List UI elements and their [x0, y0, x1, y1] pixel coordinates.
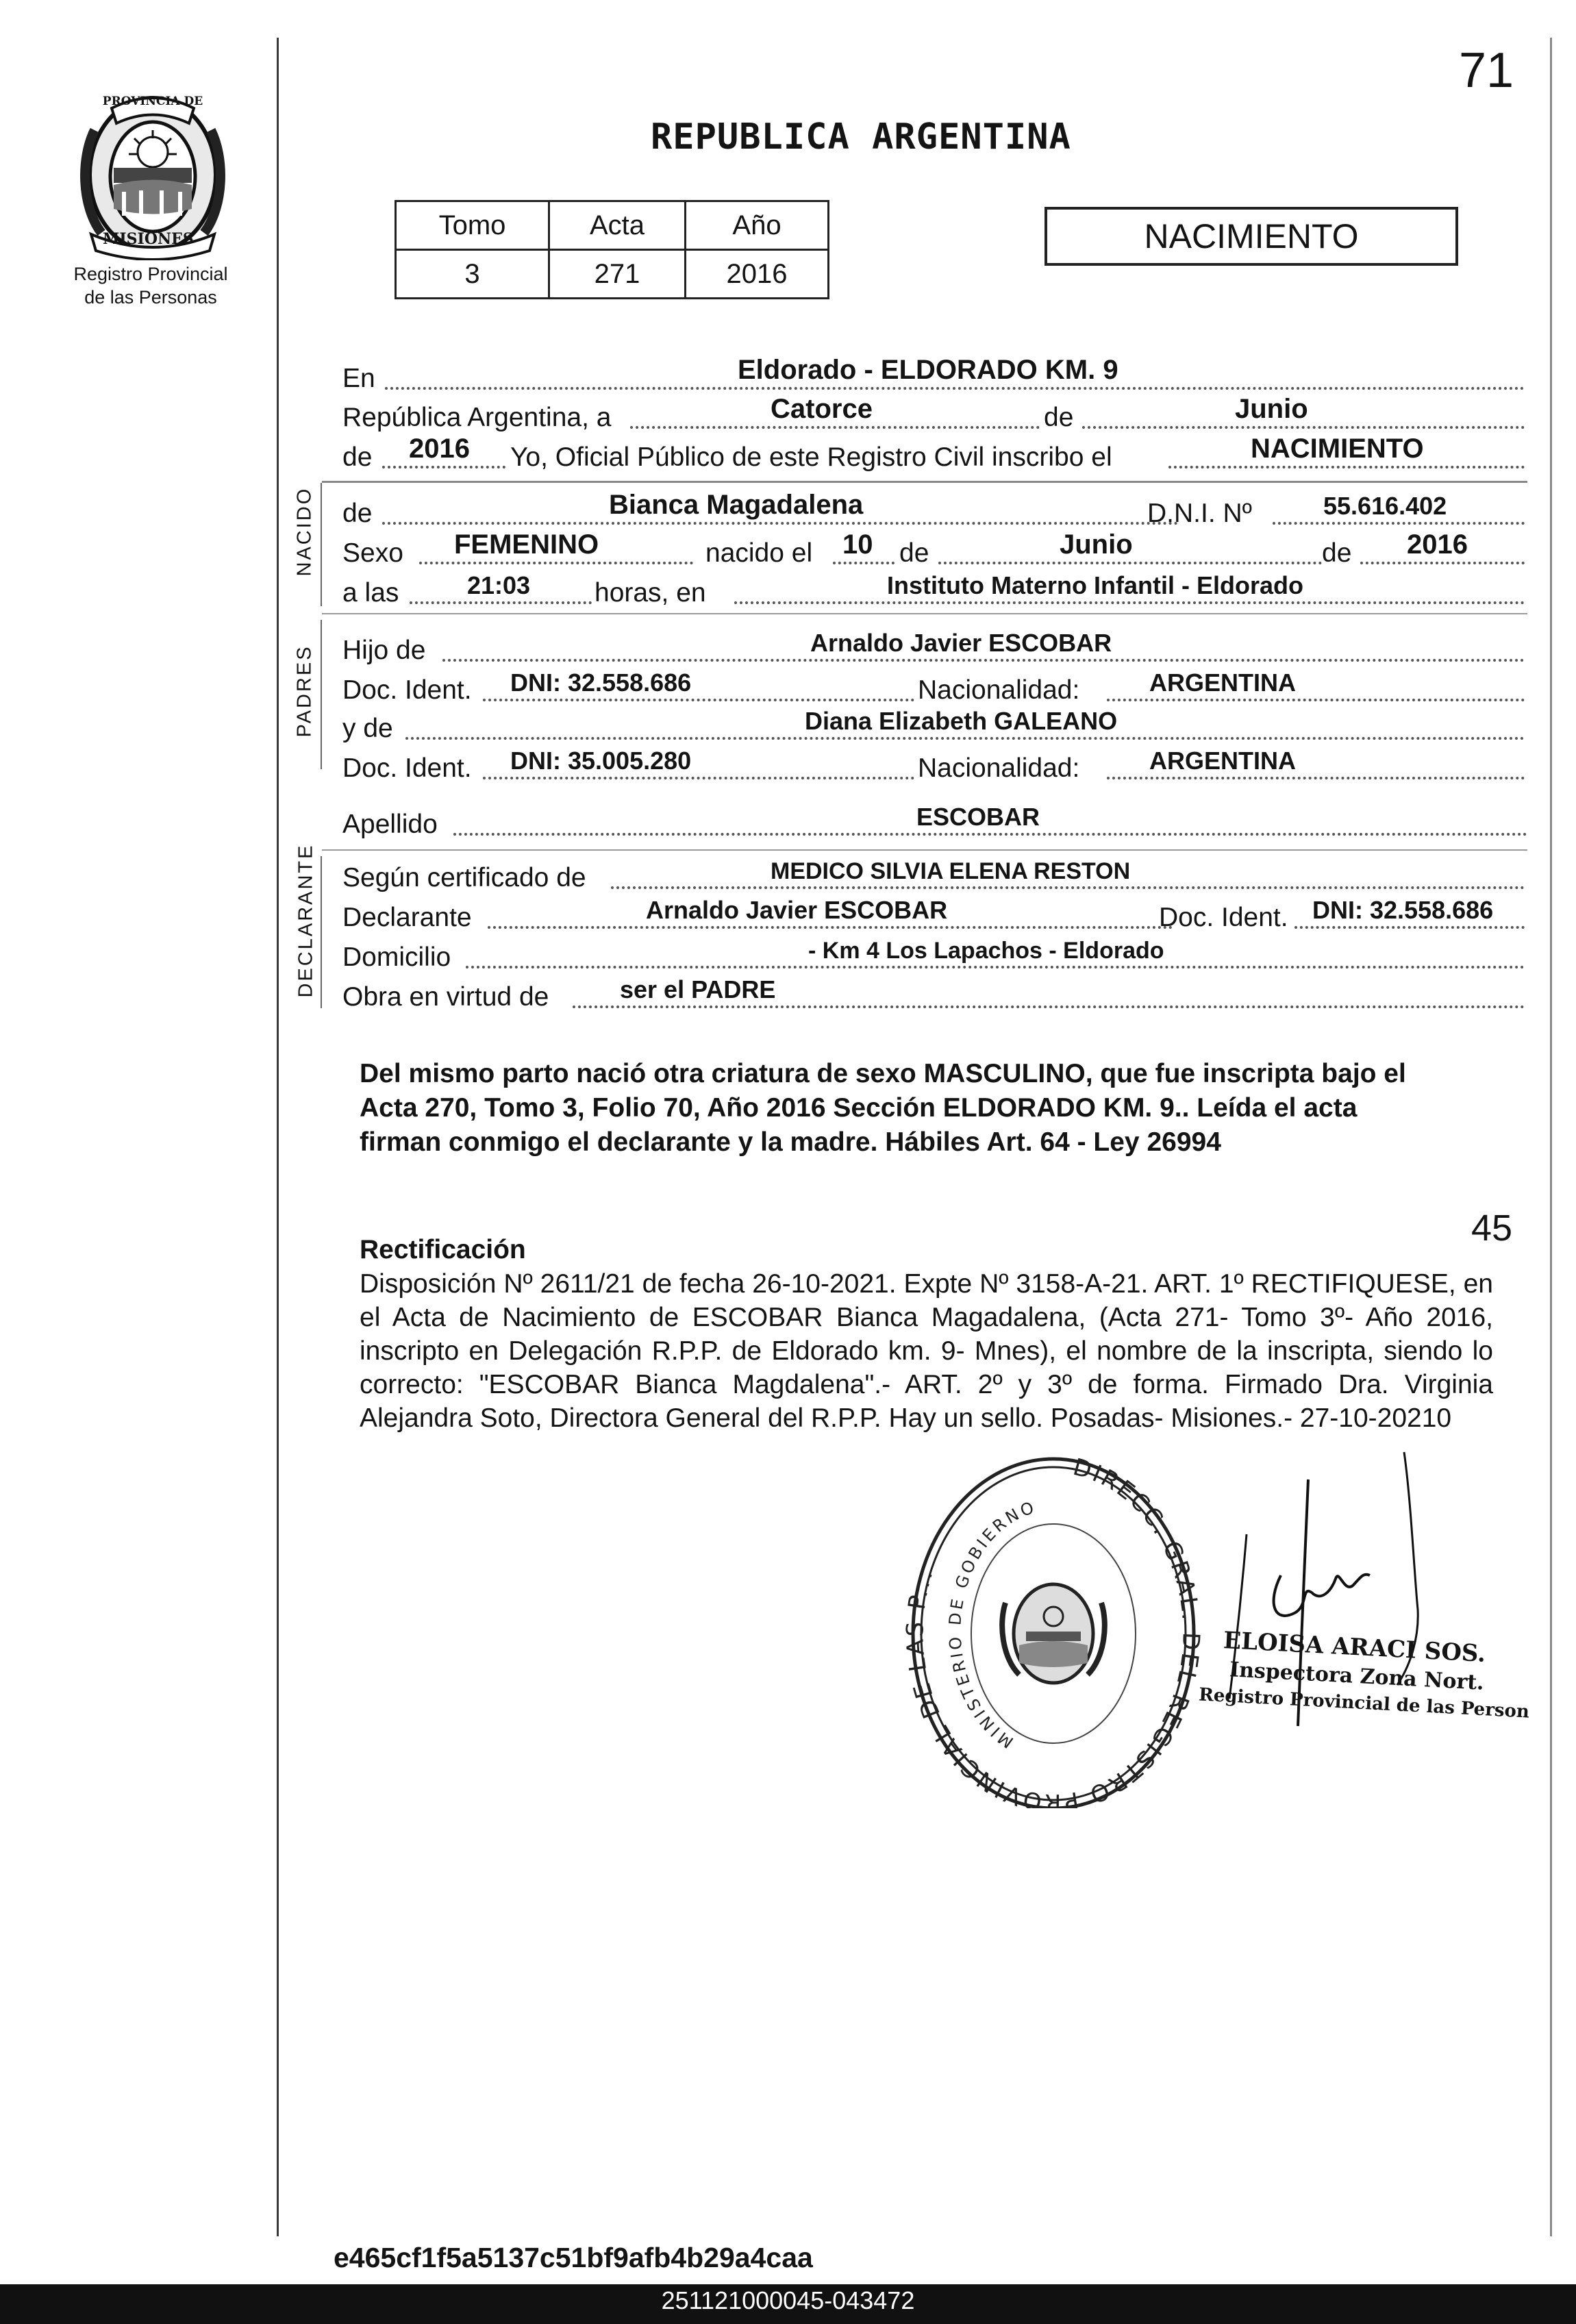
row-declarante	[342, 892, 1527, 933]
stamp-outer-text: DIRECC. GRAL. DEL REGISTRO PROVINCIAL DE LAS P...	[903, 1453, 1204, 1808]
value-nombre: Bianca Magadalena	[609, 490, 864, 520]
dotted-line	[453, 833, 1527, 836]
label-obra-en-virtud: Obra en virtud de	[342, 982, 549, 1012]
value-dia-nacimiento: 10	[842, 529, 873, 560]
label-de: de	[1044, 403, 1074, 432]
dotted-line	[833, 562, 895, 564]
row-domicilio	[342, 932, 1527, 973]
label-domicilio: Domicilio	[342, 942, 451, 972]
value-padre-dni: DNI: 32.558.686	[510, 669, 692, 697]
dotted-line	[488, 926, 1173, 929]
label-apellido: Apellido	[342, 810, 438, 839]
declarante-section-bar	[321, 856, 322, 1008]
value-apellido: ESCOBAR	[916, 803, 1040, 831]
dotted-line	[1107, 777, 1525, 779]
dotted-line	[419, 562, 693, 564]
value-tomo: 3	[396, 250, 549, 299]
rectificacion-body: Disposición Nº 2611/21 de fecha 26-10-2021. Expte Nº 3158-A-21. ART. 1º RECTIFIQUESE, en el Acta de Nacimiento de ESCOBAR Bianca Magadalena, (Acta 271- Tomo 3º- Año 2016, inscripto en Delegación R.P.P. de Eldorado km. 9- Mnes), el nombre de la inscripta, siendo lo correcto: "ESCOBAR Bianca Magdalena".- ART. 2º y 3º de forma. Firmado Dra. Virginia Alejandra Soto, Directora General del R.P.P. Hay un sello. Posadas- Misiones.- 27-10-20210	[360, 1269, 1493, 1433]
dotted-line	[630, 426, 1040, 429]
header-tomo: Tomo	[396, 201, 549, 250]
header-acta: Acta	[549, 201, 686, 250]
value-domicilio: - Km 4 Los Lapachos - Eldorado	[808, 938, 1164, 964]
label-nacionalidad: Nacionalidad:	[918, 753, 1080, 783]
section-label-nacido: NACIDO	[293, 486, 316, 577]
value-dia: Catorce	[771, 394, 873, 424]
signature-name: ELOISA ARACI SOS.	[1223, 1626, 1487, 1669]
document-hash: e465cf1f5a5137c51bf9afb4b29a4caa	[334, 2242, 813, 2273]
folio-number: 45	[1471, 1208, 1513, 1249]
dotted-line	[1107, 699, 1525, 701]
row-certificado	[342, 852, 1527, 893]
dotted-line	[442, 659, 1525, 662]
page-number: 71	[1459, 43, 1514, 98]
label-doc-ident: Doc. Ident.	[342, 675, 472, 705]
section-label-declarante: DECLARANTE	[295, 843, 317, 998]
label-sexo: Sexo	[342, 538, 403, 568]
value-mes-nacimiento: Junio	[1060, 529, 1133, 560]
value-padre-nacionalidad: ARGENTINA	[1149, 669, 1296, 697]
label-republica: República Argentina, a	[342, 403, 612, 432]
row-padre-documento	[342, 664, 1527, 705]
value-lugar-nacimiento: Instituto Materno Infantil - Eldorado	[887, 571, 1303, 599]
nacido-section-bar	[321, 483, 322, 606]
value-lugar-inscripcion: Eldorado - ELDORADO KM. 9	[738, 355, 1118, 385]
value-inscribo: NACIMIENTO	[1251, 434, 1424, 464]
label-de: de	[1322, 538, 1352, 568]
inspector-signature	[1164, 1438, 1530, 1795]
notes-line-1: Del mismo parto nació otra criatura de sexo MASCULINO, que fue inscripta bajo el	[360, 1059, 1406, 1088]
value-acta: 271	[549, 250, 686, 299]
label-de: de	[342, 499, 373, 528]
dotted-line	[1294, 926, 1525, 929]
value-sexo: FEMENINO	[454, 529, 599, 560]
logo-arc-bottom-text: MISIONES	[103, 230, 194, 248]
label-nacionalidad: Nacionalidad:	[918, 675, 1080, 705]
row-fecha-inscripcion	[342, 392, 1527, 433]
row-padre	[342, 625, 1527, 666]
label-y-de: y de	[342, 714, 393, 743]
registry-table-header-row	[396, 201, 829, 250]
section-separator-nacido	[322, 481, 1527, 483]
label-doc-ident: Doc. Ident.	[342, 753, 472, 783]
dotted-line	[382, 466, 505, 468]
registry-table-value-row	[396, 250, 829, 299]
label-hijo-de: Hijo de	[342, 636, 426, 665]
value-anio-inscripcion: 2016	[409, 434, 470, 464]
logo-caption-line2: de las Personas	[84, 287, 217, 308]
footer-code: 251121000045-043472	[661, 2286, 915, 2314]
padres-section-bar	[321, 620, 322, 769]
value-obra-en-virtud: ser el PADRE	[620, 975, 776, 1003]
value-anio: 2016	[686, 250, 829, 299]
notes-line-2: Acta 270, Tomo 3, Folio 70, Año 2016 Sección ELDORADO KM. 9.. Leída el acta	[360, 1093, 1358, 1123]
label-declarante: Declarante	[342, 903, 472, 932]
label-a-las: a las	[342, 578, 399, 608]
dotted-line	[483, 777, 914, 779]
document-title: REPUBLICA ARGENTINA	[651, 116, 1071, 158]
dotted-line	[1360, 562, 1525, 564]
label-en: En	[342, 364, 375, 393]
dotted-line	[1082, 426, 1525, 429]
signature-title: Inspectora Zona Nort.	[1229, 1658, 1485, 1695]
value-anio-nacimiento: 2016	[1407, 529, 1468, 560]
section-separator-padres	[322, 613, 1527, 614]
value-padre: Arnaldo Javier ESCOBAR	[810, 629, 1112, 657]
label-de: de	[899, 538, 929, 568]
notes-line-3: firman conmigo el declarante y la madre. Hábiles Art. 64 - Ley 26994	[360, 1127, 1221, 1157]
dotted-line	[382, 522, 1178, 525]
value-mes: Junio	[1235, 394, 1308, 424]
row-apellido	[342, 799, 1527, 840]
dotted-line	[410, 601, 592, 604]
dotted-line	[611, 886, 1525, 889]
value-declarante-dni: DNI: 32.558.686	[1312, 896, 1494, 924]
value-hora: 21:03	[467, 571, 531, 599]
row-anio-inscripcion	[342, 432, 1527, 473]
value-madre: Diana Elizabeth GALEANO	[805, 707, 1118, 735]
registry-table	[395, 200, 829, 299]
row-lugar-inscripcion	[342, 353, 1527, 394]
logo-caption	[41, 262, 260, 309]
dotted-line	[938, 562, 1322, 564]
stamp-inner-text: MINISTERIO DE GOBIERNO	[945, 1497, 1039, 1752]
value-dni: 55.616.402	[1323, 492, 1447, 520]
act-type-box: NACIMIENTO	[1045, 207, 1458, 266]
value-madre-nacionalidad: ARGENTINA	[1149, 747, 1296, 775]
row-nombre	[342, 488, 1527, 529]
value-certificado: MEDICO SILVIA ELENA RESTON	[771, 858, 1131, 884]
header-anio: Año	[686, 201, 829, 250]
dotted-line	[1273, 522, 1525, 525]
section-label-padres: PADRES	[293, 645, 316, 738]
dotted-line	[734, 601, 1525, 604]
dotted-line	[405, 737, 1525, 740]
section-separator-declarante	[322, 849, 1527, 851]
logo-arc-top-text: PROVINCIA DE	[102, 95, 203, 108]
row-sexo-nacimiento	[342, 527, 1527, 568]
row-madre	[342, 703, 1527, 744]
dotted-line	[573, 1005, 1525, 1008]
label-declarante-doc: Doc. Ident.	[1159, 903, 1288, 932]
row-madre-documento	[342, 742, 1527, 784]
label-nacido-el: nacido el	[705, 538, 813, 568]
value-declarante: Arnaldo Javier ESCOBAR	[646, 896, 948, 924]
label-de: de	[342, 442, 373, 472]
logo-caption-line1: Registro Provincial	[73, 264, 228, 284]
right-margin-rule	[1550, 38, 1552, 2236]
label-horas-en: horas, en	[595, 578, 706, 608]
signature-office: Registro Provincial de las Person	[1198, 1684, 1530, 1723]
label-segun-certificado: Según certificado de	[342, 863, 586, 892]
notes-paragraph	[360, 1057, 1514, 1160]
row-obra-en-virtud	[342, 971, 1527, 1012]
dotted-line	[1168, 466, 1525, 468]
row-hora-lugar	[342, 567, 1527, 608]
label-yo-oficial: Yo, Oficial Público de este Registro Civil inscribo el	[510, 442, 1112, 472]
dotted-line	[466, 966, 1525, 969]
rectificacion-title: Rectificación	[360, 1235, 526, 1264]
dotted-line	[483, 699, 914, 701]
label-dni: D.N.I. Nº	[1147, 499, 1252, 528]
official-seal-stamp	[903, 1445, 1204, 1808]
left-margin-rule	[277, 38, 279, 2236]
dotted-line	[385, 387, 1525, 390]
value-madre-dni: DNI: 35.005.280	[510, 747, 692, 775]
